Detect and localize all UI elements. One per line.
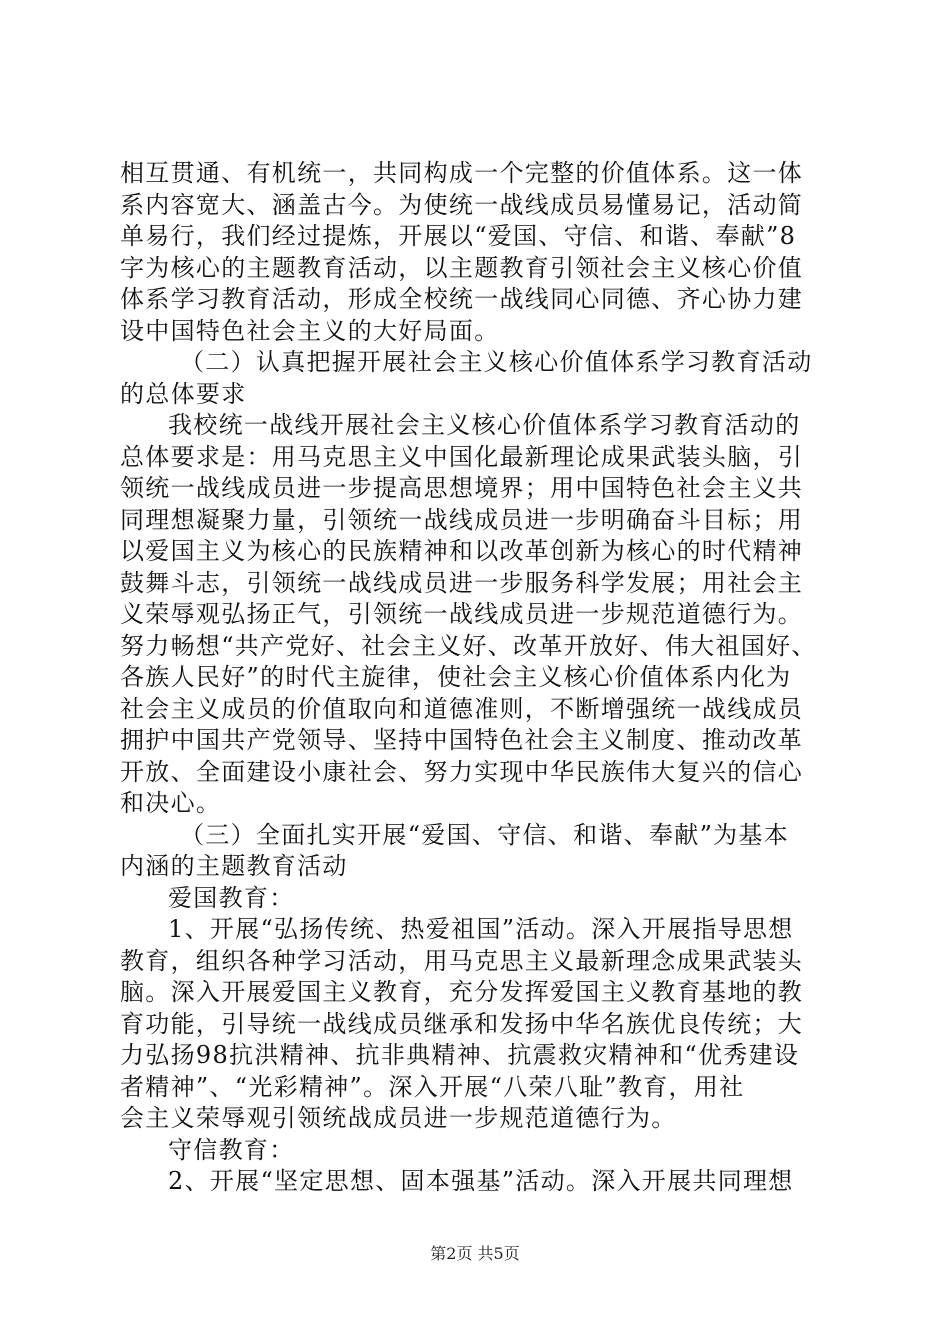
text-line: 字为核心的主题教育活动，以主题教育引领社会主义核心价值 [120, 253, 804, 282]
text-line: 体系学习教育活动，形成全校统一战线同心同德、齐心协力建 [120, 285, 804, 313]
text-line: 单易行，我们经过提炼，开展以“爱国、守信、和谐、奉献”8 [120, 222, 797, 250]
text-line: 同理想凝聚力量，引领统一战线成员进一步明确奋斗目标；用 [120, 505, 804, 534]
text-line: 鼓舞斗志，引领统一战线成员进一步服务科学发展；用社会主 [120, 568, 804, 597]
text-line: 脑。深入开展爱国主义教育，充分发挥爱国主义教育基地的教 [120, 978, 804, 1006]
page-number-label: 第2页 共5页 [430, 1244, 520, 1263]
text-line: （三）全面扎实开展“爱国、守信、和谐、奉献”为基本 [180, 820, 790, 849]
text-line: （二）认真把握开展社会主义核心价值体系学习教育活动 [180, 348, 813, 376]
text-line: 系内容宽大、涵盖古今。为使统一战线成员易懂易记，活动简 [120, 190, 804, 219]
text-line: 2、开展“坚定思想、固本强基”活动。深入开展共同理想 [168, 1167, 794, 1195]
text-line: 教育，组织各种学习活动，用马克思主义最新理念成果武装头 [120, 946, 804, 975]
text-line: 1、开展“弘扬传统、热爱祖国”活动。深入开展指导思想 [168, 915, 794, 943]
text-line: 开放、全面建设小康社会、努力实现中华民族伟大复兴的信心 [120, 757, 804, 786]
text-line: 相互贯通、有机统一，共同构成一个完整的价值体系。这一体 [120, 159, 804, 187]
text-line: 社会主义成员的价值取向和道德准则，不断增强统一战线成员 [120, 694, 804, 723]
text-line: 各族人民好”的时代主旋律，使社会主义核心价值体系内化为 [120, 663, 792, 691]
text-line: 总体要求是：用马克思主义中国化最新理论成果武装头脑，引 [120, 442, 804, 471]
text-line: 育功能，引导统一战线成员继承和发扬中华名族优良传统；大 [120, 1009, 804, 1038]
text-line: 者精神”、“光彩精神”。深入开展“八荣八耻”教育，用社 [120, 1072, 745, 1101]
document-body [120, 158, 830, 1198]
page-footer [0, 1244, 950, 1264]
text-line: 内涵的主题教育活动 [120, 852, 348, 880]
text-line: 的总体要求 [120, 379, 247, 408]
text-line: 我校统一战线开展社会主义核心价值体系学习教育活动的 [168, 411, 801, 439]
text-line: 爱国教育： [168, 883, 295, 912]
text-line: 拥护中国共产党领导、坚持中国特色社会主义制度、推动改革 [120, 726, 804, 754]
text-line: 和决心。 [120, 789, 222, 817]
text-line: 力弘扬98抗洪精神、抗非典精神、抗震救灾精神和“优秀建设 [120, 1041, 800, 1069]
text-line: 义荣辱观弘扬正气，引领统一战线成员进一步规范道德行为。 [120, 600, 804, 628]
text-line: 领统一战线成员进一步提高思想境界；用中国特色社会主义共 [120, 474, 804, 502]
text-line: 努力畅想“共产党好、社会主义好、改革开放好、伟大祖国好、 [120, 631, 817, 660]
text-line: 以爱国主义为核心的民族精神和以改革创新为核心的时代精神 [120, 537, 804, 565]
text-line: 会主义荣辱观引领统战成员进一步规范道德行为。 [120, 1104, 677, 1132]
text-line: 守信教育： [168, 1135, 295, 1164]
text-line: 设中国特色社会主义的大好局面。 [120, 316, 500, 345]
